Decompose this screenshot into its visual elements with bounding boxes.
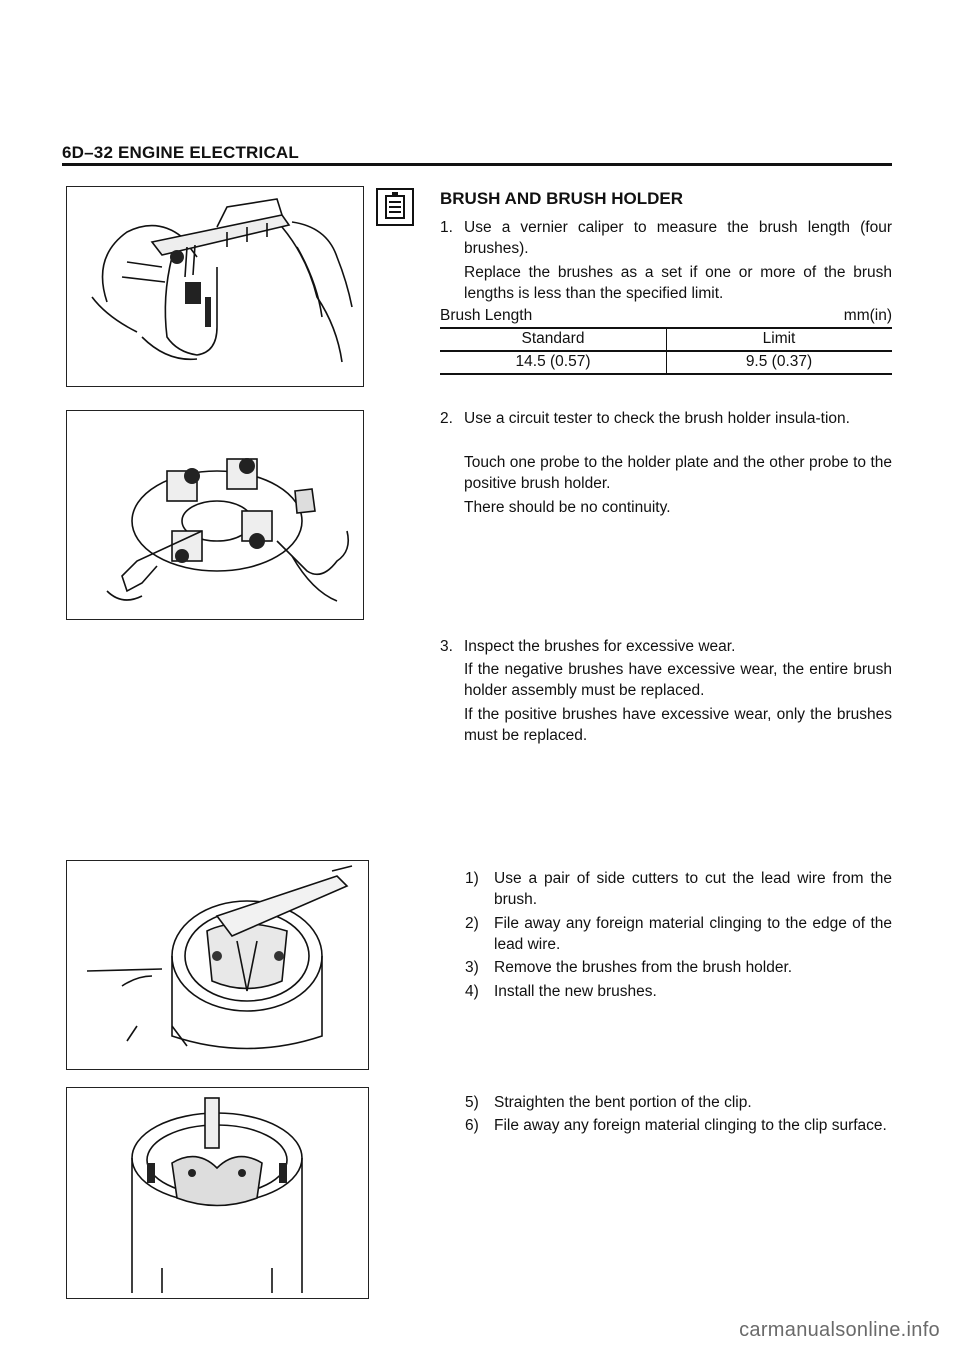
cutting-lead-wire-illustration: [67, 861, 368, 1069]
step-1-text: Use a vernier caliper to measure the brush length (four brushes).: [464, 219, 892, 257]
spec-value-standard: 14.5 (0.57): [515, 353, 591, 370]
spec-header-limit: Limit: [762, 330, 796, 347]
spec-unit: mm(in): [843, 307, 892, 324]
substep-4-text: Install the new brushes.: [494, 983, 657, 1000]
figure-side-cutters: [66, 860, 369, 1070]
header-rule: [62, 163, 892, 166]
substep-3-number: 3): [465, 959, 479, 976]
caliper-illustration: [67, 187, 363, 386]
substep-1-number: 1): [465, 870, 479, 887]
substep-5-text: Straighten the bent portion of the clip.: [494, 1094, 752, 1111]
figure-circuit-tester: [66, 410, 364, 620]
step-3-note-1: If the negative brushes have excessive wear, the entire brush holder assembly must be replaced.: [464, 661, 892, 699]
section-title: BRUSH AND BRUSH HOLDER: [440, 189, 684, 208]
step-1-number: 1.: [440, 219, 453, 236]
step-3-text: Inspect the brushes for excessive wear.: [464, 638, 736, 655]
substep-6-number: 6): [465, 1117, 479, 1134]
substep-6-text: File away any foreign material clinging to the clip surface.: [494, 1117, 887, 1134]
page-header: 6D–32 ENGINE ELECTRICAL: [62, 143, 299, 162]
step-2-text: Use a circuit tester to check the brush holder insula-tion.: [464, 410, 850, 427]
step-3-number: 3.: [440, 638, 453, 655]
step-2-note-2: There should be no continuity.: [464, 499, 671, 516]
brush-clip-illustration: [67, 1088, 368, 1298]
substep-5-number: 5): [465, 1094, 479, 1111]
inspect-icon: [376, 188, 414, 226]
substep-2-number: 2): [465, 915, 479, 932]
inspect-icon-graphic: [378, 190, 412, 224]
spec-value-limit: 9.5 (0.37): [745, 353, 813, 370]
step-2-note-1: Touch one probe to the holder plate and the other probe to the positive brush holder.: [464, 454, 892, 492]
step-1-note: Replace the brushes as a set if one or more of the brush lengths is less than the specified limit.: [464, 264, 892, 302]
substep-2-text: File away any foreign material clinging to the edge of the lead wire.: [494, 915, 892, 953]
step-3-note-2: If the positive brushes have excessive wear, only the brushes must be replaced.: [464, 706, 892, 744]
spec-column-divider: [666, 327, 667, 373]
substep-1-text: Use a pair of side cutters to cut the lead wire from the brush.: [494, 870, 892, 908]
spec-label: Brush Length: [440, 307, 533, 324]
watermark-link[interactable]: carmanualsonline.info: [739, 1319, 940, 1341]
spec-bottom-rule: [440, 373, 892, 375]
figure-caliper-measure: [66, 186, 364, 387]
substep-3-text: Remove the brushes from the brush holder.: [494, 959, 793, 976]
spec-header-standard: Standard: [521, 330, 585, 347]
figure-clip: [66, 1087, 369, 1299]
substep-4-number: 4): [465, 983, 479, 1000]
brush-holder-tester-illustration: [67, 411, 363, 619]
step-2-number: 2.: [440, 410, 453, 427]
